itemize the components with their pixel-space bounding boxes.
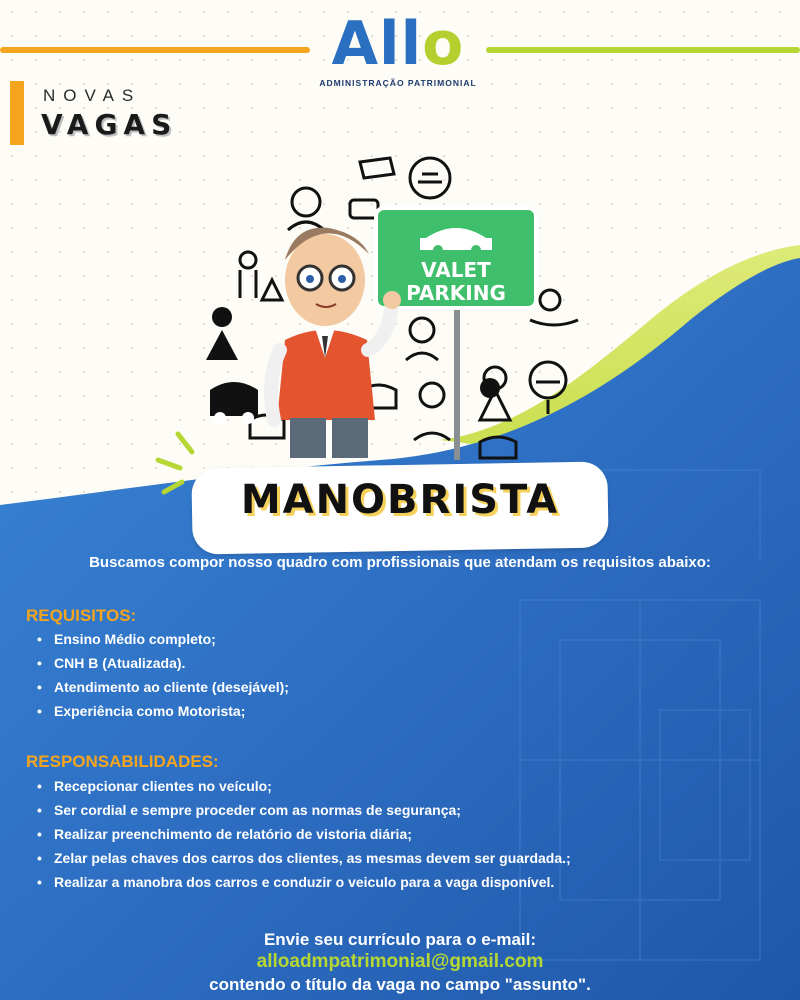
responsabilidades-list — [37, 774, 571, 894]
sign-line2: PARKING — [406, 281, 506, 305]
list-item: • CNH B (Atualizada). — [37, 651, 289, 675]
car-key-icon — [350, 200, 378, 218]
location-car-icon — [410, 158, 450, 198]
valet-small-icon — [240, 252, 256, 268]
allo-logo — [318, 8, 478, 88]
valet-cap-icon — [410, 318, 434, 342]
cta-line3: contendo o título da vaga no campo "assunto". — [209, 975, 591, 994]
valet-cap-icon-2 — [420, 383, 444, 407]
list-item: • Zelar pelas chaves dos carros dos clientes, as mesmas devem ser guardada.; — [37, 846, 571, 870]
car-icon-3 — [480, 437, 516, 458]
intro-text: Buscamos compor nosso quadro com profissionais que atendam os requisitos abaixo: — [89, 554, 711, 571]
novas-label: NOVAS — [43, 86, 142, 105]
cta-line1: Envie seu currículo para o e-mail: — [263, 930, 537, 949]
logo-text: All — [331, 9, 423, 79]
list-item: • Experiência como Motorista; — [37, 699, 289, 723]
list-item: • Recepcionar clientes no veículo; — [37, 774, 571, 798]
location-car-icon-2 — [530, 362, 566, 398]
sign-pole — [454, 300, 460, 460]
list-item: • Atendimento ao cliente (desejável); — [37, 675, 289, 699]
job-title: MANOBRISTA — [240, 477, 560, 523]
key-hand-icon — [360, 158, 394, 178]
orange-top-line — [0, 47, 310, 53]
valet-suit-icon-2 — [212, 307, 232, 327]
warning-icon — [262, 280, 282, 300]
requisitos-list — [37, 627, 289, 723]
contact-email[interactable]: alloadmpatrimonial@gmail.com — [256, 951, 544, 972]
list-item: • Ensino Médio completo; — [37, 627, 289, 651]
valet-man-icon — [292, 188, 320, 216]
black-car-icon — [210, 382, 258, 416]
logo-subtitle: ADMINISTRAÇÃO PATRIMONIAL — [319, 78, 477, 88]
sign-line1: VALET — [421, 258, 491, 282]
requisitos-heading: REQUISITOS: — [26, 606, 137, 625]
list-item: • Realizar preenchimento de relatório de vistoria diária; — [37, 822, 571, 846]
list-item: • Realizar a manobra dos carros e conduzir o veiculo para a vaga disponível. — [37, 870, 571, 894]
hand-key-icon — [540, 290, 560, 310]
responsabilidades-heading: RESPONSABILIDADES: — [26, 752, 219, 771]
accent-bar — [10, 81, 24, 145]
list-item: • Ser cordial e sempre proceder com as normas de segurança; — [37, 798, 571, 822]
vagas-label: VAGAS — [41, 108, 178, 141]
logo-o: o — [422, 9, 465, 79]
valet-illustration — [150, 150, 610, 470]
green-top-line — [486, 47, 800, 53]
